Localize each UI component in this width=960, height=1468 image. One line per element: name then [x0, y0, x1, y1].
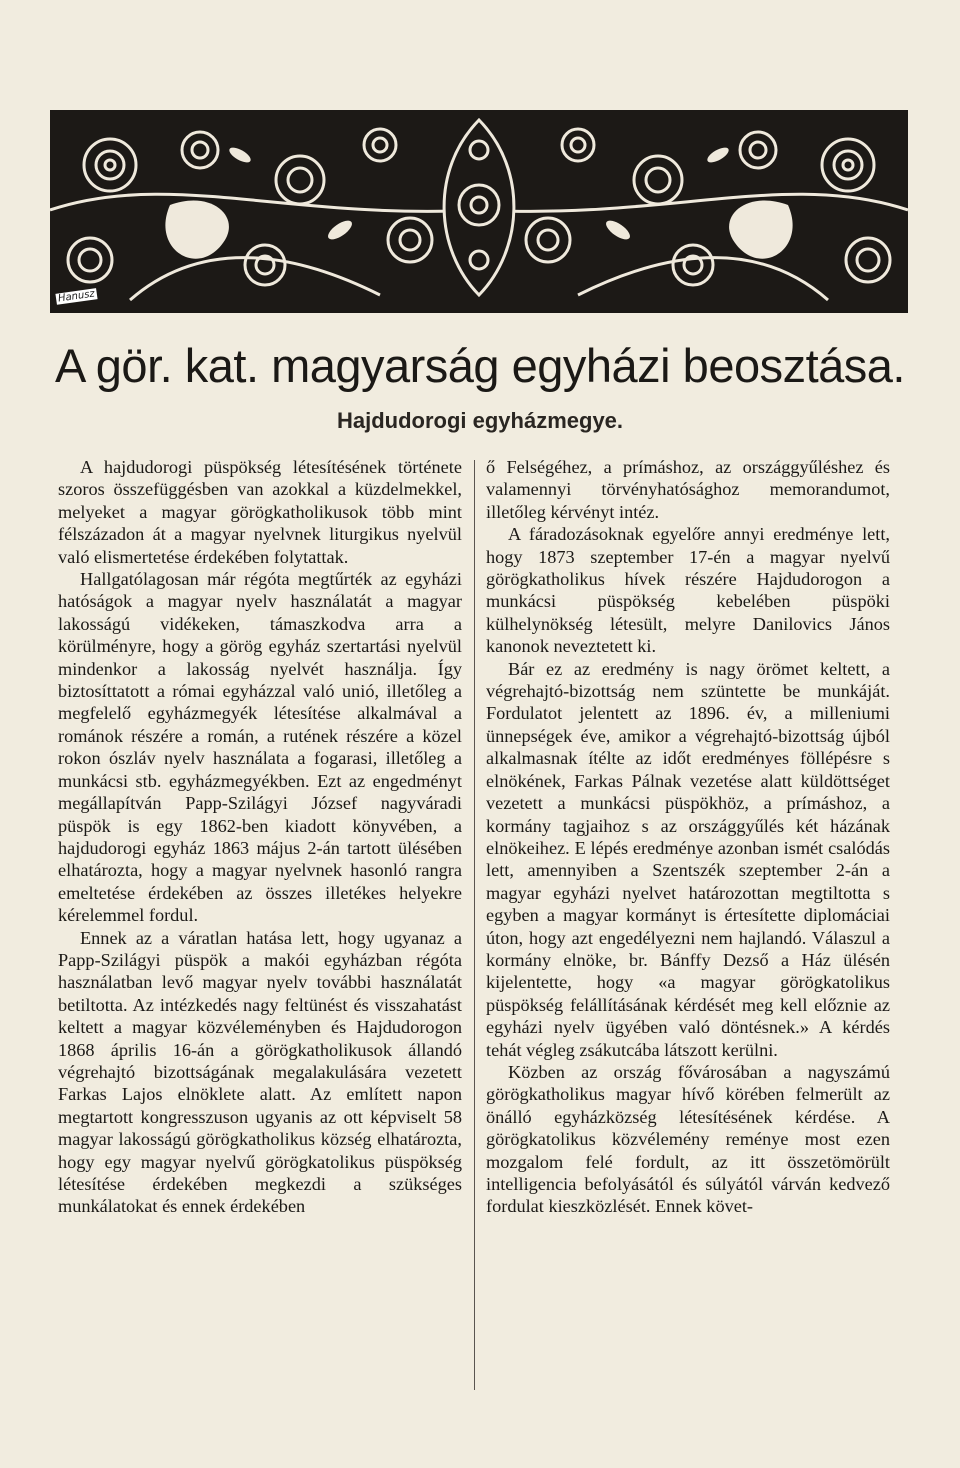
paragraph: Bár ez az eredmény is nagy örömet keltett, a végrehajtó-bizottság nem szüntette be munkáját. Fordulatot jelentett az 1896. év, a milleniumi ünnepségek éve, amikor a végrehajtó-bizottság újból alkalmasnak ítélte az időt eredményes föllépésre s elnökének, Farkas Pálnak vezetése alatt küldöttséget vezetett a munkácsi püspökhöz, a prímáshoz, a kormány tagjaihoz s az országgyűlés két házának elnökeihez. E lépés eredménye azonban ismét csalódás lett, amennyiben a Szentszék szeptember 2-án a magyar egyházi nyelvet határozottan megtiltotta s egyben a magyar kormányt is értesítette diplomáciai úton, hogy azt engedélyezni nem hajlandó. Válaszul a kormány elnöke, br. Bánffy Dezső a Ház ülésén kijelentette, hogy «a magyar görögkatolikus püspökség felállításának kérdését meg kell előznie az egyházi nyelv ügyében való döntésnek.» A kérdés tehát végleg zsákutcába látszott kerülni.: [486, 658, 890, 1060]
page-title: A gör. kat. magyarság egyházi beosztása.: [54, 339, 905, 392]
page-subtitle: Hajdudorogi egyházmegye.: [336, 408, 624, 433]
paragraph: Közben az ország fővárosában a nagyszámú görögkatholikus magyar hívő körében felmerült az önálló egyházközség létesítésének kérdése. A görögkatolikus közvélemény reménye most ezen mozgalom felé fordult, az itt összetömörült intelligencia befolyásától és súlyától várván kedvező fordulat kieszközlését. Ennek követ-: [486, 1061, 890, 1217]
paragraph: A fáradozásoknak egyelőre annyi eredménye lett, hogy 1873 szeptember 17-én a magyar nyelvű görögkatholikus hívek részére Hajdudorogon a munkácsi püspökség kebelében püspöki külhelynökség létesült, melyre Danilovics János kanonok neveztetett ki.: [486, 524, 890, 657]
left-text-column: [58, 456, 462, 1218]
paragraph: Hallgatólagosan már régóta megtűrték az egyházi hatóságok a magyar nyelv használatát a magyar lakosságú vidékeken, támaszkodva arra a körülményre, hogy a görög egyház szertartási nyelvül mindenkor a lakosság nyelvét használja. Így biztosíttatott a római egyházzal való unió, illetőleg a megfelelő egyházmegyék létesítése alkalmával a románok részére a román, a rutének részére a közel rokon ószláv nyelv használata a fogarasi, illetőleg a munkácsi stb. egyházmegyékben. Ezt az engedményt megállapítván Papp-Szilágyi József nagyváradi püspök is egy 1862-ben kiadott könyvében, a hajdudorogi egyház 1863 május 2-án tartott ülésében elhatározta, hogy a magyar nyelvnek hasonló rangra emeltetése érdekében az összes illetékes helyekre kérelemmel fordul.: [58, 569, 462, 926]
right-text-column: [486, 456, 890, 1218]
ornamental-header-banner: [50, 110, 908, 313]
ornament-swirls-icon: [50, 110, 908, 310]
paragraph: Ennek az a váratlan hatása lett, hogy ugyanaz a Papp-Szilágyi püspök a makói egyházban régóta használatban levő magyar nyelv további használatát betiltotta. Az intézkedés nagy feltünést és visszahatást keltett a magyar közvéleményben és Hajdudorogon 1868 április 16-án a görögkatholikusok állandó végrehajtó bizottságának megalakulására vezetett Farkas Lajos elnöklete alatt. Az említett napon megtartott kongresszuson ugyanis az ott képviselt 58 magyar lakosságú görögkatholikus község elhatározta, hogy egy magyar nyelvű görögkatolikus püspökség létesítése érdekében megkezdi a szükséges munkálatokat és ennek érdekében: [58, 927, 462, 1217]
artist-signature: Hanusz: [57, 288, 96, 305]
paragraph: ő Felségéhez, a prímáshoz, az országgyűléshez és valamennyi törvényhatósághoz memorandumot, illetőleg kérvényt intéz.: [486, 457, 890, 522]
paragraph: A hajdudorogi püspökség létesítésének története szoros összefüggésben van azokkal a küzdelmekkel, melyeket a magyar görögkatholikusok több mint félszázadon át a magyar nyelvnek liturgikus nyelvül való elismertetése érdekében folytattak.: [58, 457, 462, 567]
column-divider: [474, 460, 475, 1390]
